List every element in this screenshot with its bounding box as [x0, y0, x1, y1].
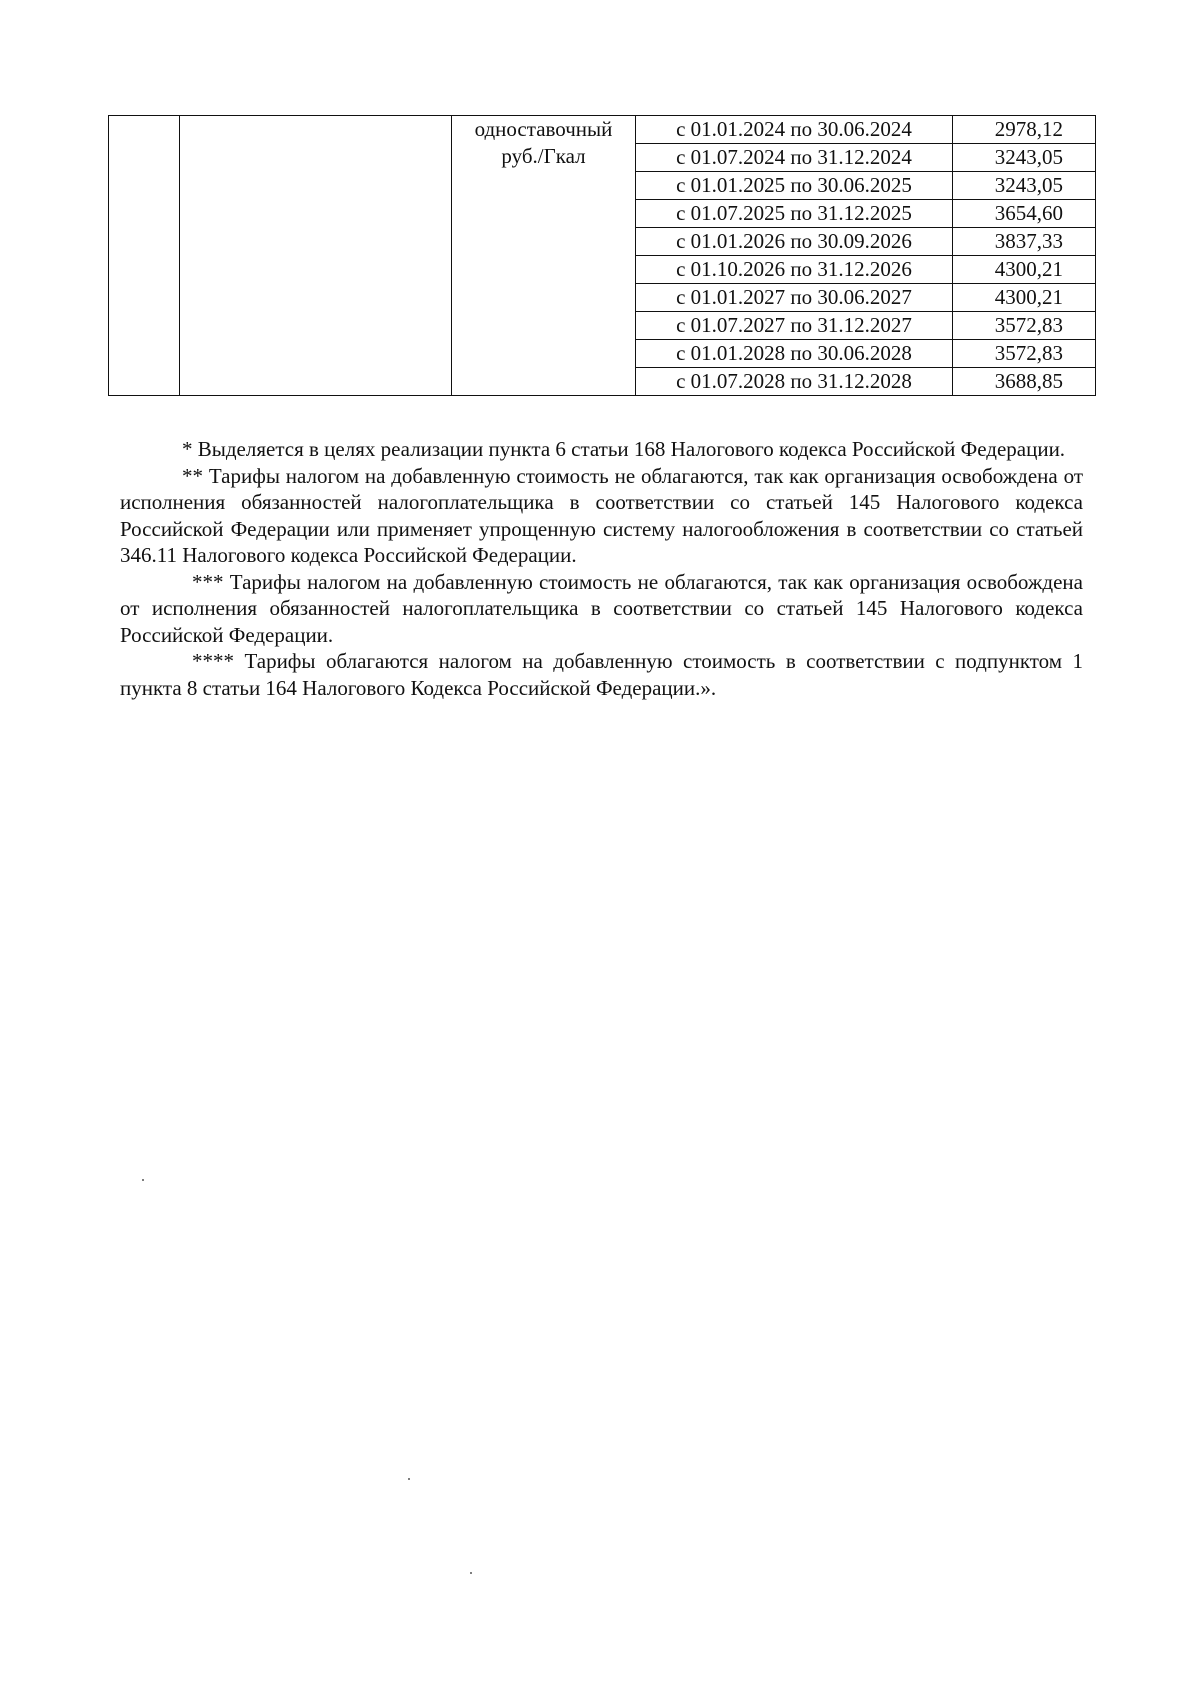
row-number-cell [109, 116, 180, 396]
rate-unit-label: руб./Гкал [501, 144, 586, 168]
period-cell: с 01.01.2026 по 30.09.2026 [636, 228, 953, 256]
tariff-value-cell: 4300,21 [953, 256, 1096, 284]
period-cell: с 01.07.2025 по 31.12.2025 [636, 200, 953, 228]
footnotes [120, 436, 1083, 701]
period-cell: с 01.01.2027 по 30.06.2027 [636, 284, 953, 312]
footnote-4: **** Тарифы облагаются налогом на добавленную стоимость в соответствии с подпунктом 1 пункта 8 статьи 164 Налогового Кодекса Российской Федерации.». [120, 649, 1083, 700]
tariff-value-cell: 3837,33 [953, 228, 1096, 256]
rate-type-label: одноставочный [474, 117, 613, 141]
tariff-value-cell: 2978,12 [953, 116, 1096, 144]
period-cell: с 01.07.2024 по 31.12.2024 [636, 144, 953, 172]
period-cell: с 01.10.2026 по 31.12.2026 [636, 256, 953, 284]
period-cell: с 01.01.2028 по 30.06.2028 [636, 340, 953, 368]
period-cell: с 01.01.2025 по 30.06.2025 [636, 172, 953, 200]
period-cell: с 01.07.2028 по 31.12.2028 [636, 368, 953, 396]
scan-speck [142, 1179, 144, 1181]
tariff-value-cell: 3243,05 [953, 172, 1096, 200]
footnote-1: * Выделяется в целях реализации пункта 6 статьи 168 Налогового кодекса Российской Федерации. [182, 437, 1066, 461]
tariff-table [108, 115, 1096, 396]
tariff-table-body [109, 116, 1096, 396]
footnote-3: *** Тарифы налогом на добавленную стоимость не облагаются, так как организация освобождена от исполнения обязанностей налогоплательщика в соответствии со статьей 145 Налогового кодекса Российской Федерации. [120, 569, 1083, 647]
period-cell: с 01.01.2024 по 30.06.2024 [636, 116, 953, 144]
tariff-value-cell: 4300,21 [953, 284, 1096, 312]
tariff-value-cell: 3243,05 [953, 144, 1096, 172]
tariff-value-cell: 3688,85 [953, 368, 1096, 396]
tariff-value-cell: 3572,83 [953, 312, 1096, 340]
table-row [109, 116, 1096, 144]
footnote-2: ** Тарифы налогом на добавленную стоимость не облагаются, так как организация освобождена от исполнения обязанностей налогоплательщика в соответствии со статьей 145 Налогового кодекса Российской Федерации или применяет упрощенную систему налогообложения в соответствии со статьей 346.11 Налогового кодекса Российской Федерации. [120, 463, 1083, 567]
rate-type-cell [452, 116, 636, 396]
scan-speck [470, 1572, 472, 1574]
scan-speck [408, 1478, 410, 1480]
organization-cell [180, 116, 452, 396]
tariff-value-cell: 3654,60 [953, 200, 1096, 228]
period-cell: с 01.07.2027 по 31.12.2027 [636, 312, 953, 340]
tariff-value-cell: 3572,83 [953, 340, 1096, 368]
